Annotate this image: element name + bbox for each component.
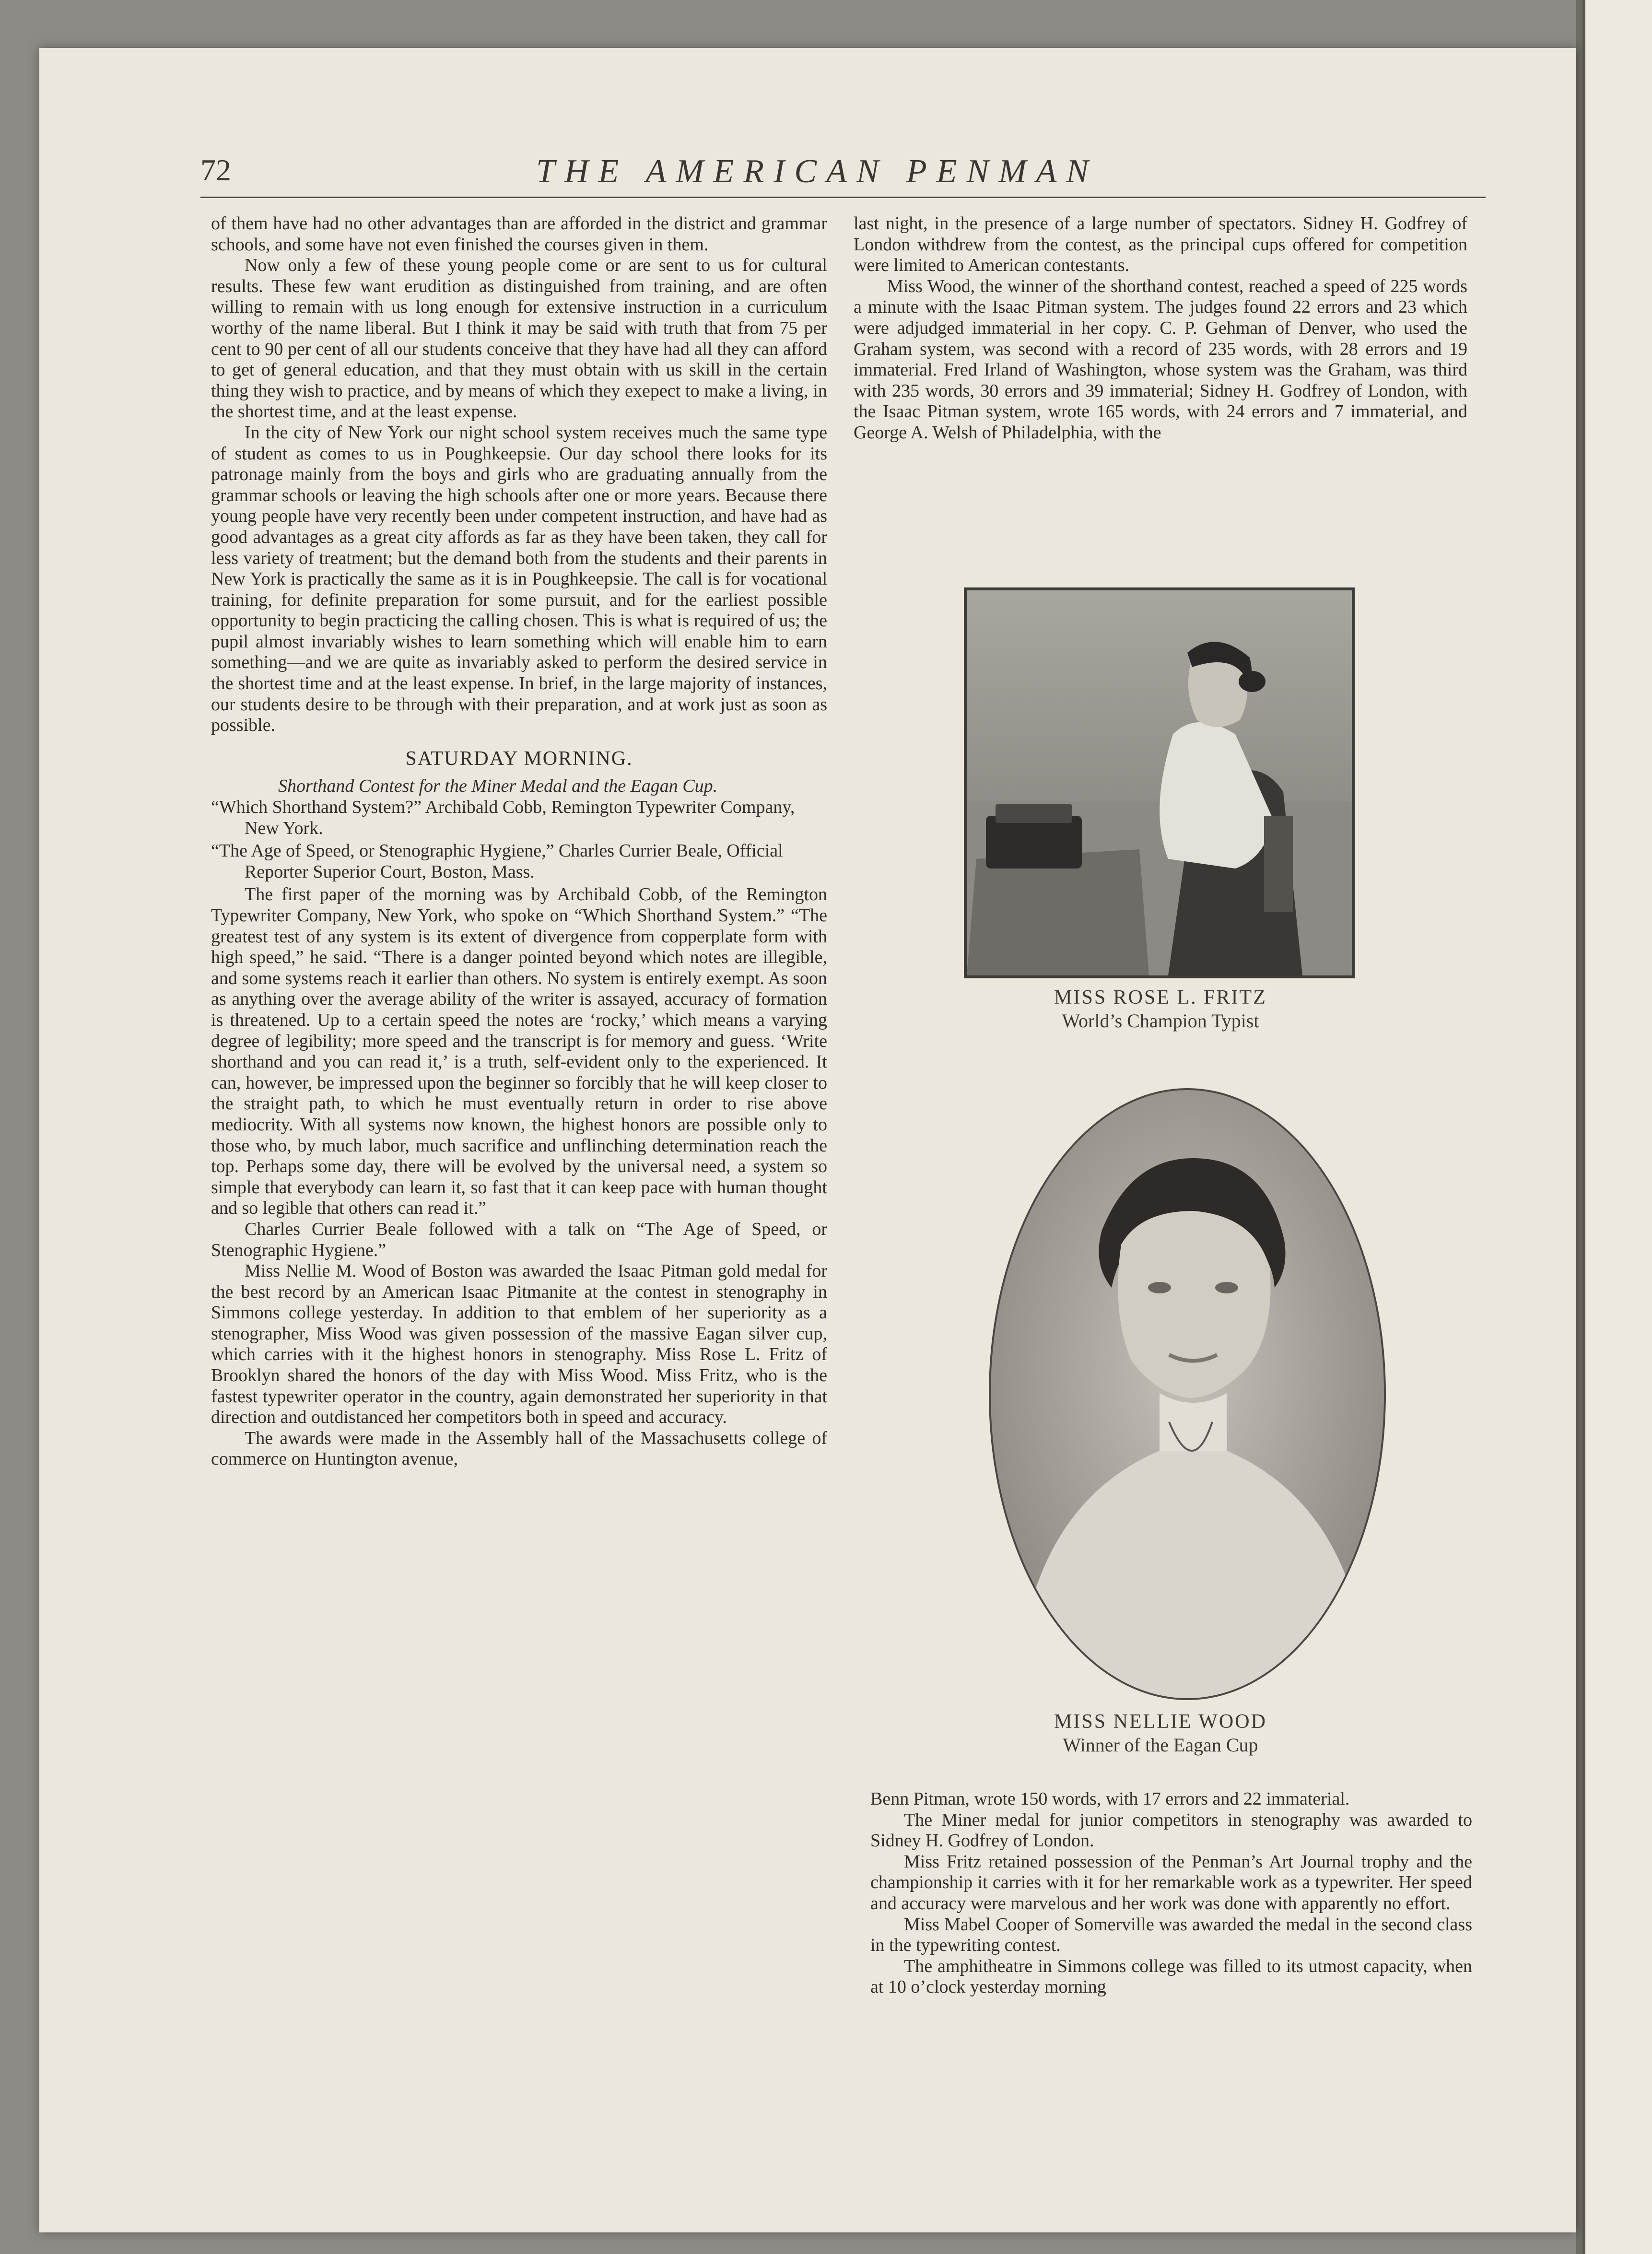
header-rule — [200, 197, 1486, 198]
paragraph: The first paper of the morning was by Archibald Cobb, of the Remington Typewriter Company, New York, who spoke on “Which Shorthand System.” “The greatest test of any system is its extent of divergence from copperplate form with high speed,” he said. “There is a danger pointed beyond which notes are illegible, and some systems reach it earlier than others. No system is entirely exempt. As soon as anything over the average ability of the writer is assayed, accuracy of formation is threatened. Up to a certain speed the notes are ‘rocky,’ which means a varying degree of legibility; more speed and the transcript is for memory and guess. ‘Write shorthand and you can read it,’ is a truth, self-evident only to the experienced. It can, however, be impressed upon the beginner so forcibly that he will keep closer to the straight path, to which he must eventually return in order to rise above mediocrity. With all systems now known, the highest honors are possible only to those who, by much labor, much sacrifice and unflinching determination reach the top. Perhaps some day, there will be evolved by the universal need, a system so simple that everybody can learn it, so fast that it can keep pace with human thought and so legible that others can read it.” — [211, 884, 827, 1219]
paragraph: In the city of New York our night school system receives much the same type of student as comes to us in Poughkeepsie. Our day school there looks for its patronage mainly from the boys and girls who are graduating annually from the grammar schools or leaving the high schools after one or more years. Because there young people have very recently been under competent instruction, and have had as good advantages as a great city affords as far as they have been taken, they call for less variety of treatment; but the demand both from the students and their parents in New York is practically the same as it is in Poughkeepsie. The call is for vocational training, for definite preparation for some pursuit, and for the earliest possible opportunity to begin practicing the calling chosen. This is what is required of us; the pupil almost invariably wishes to learn something which will enable him to earn something—and we are quite as invariably asked to perform the desired service in the shortest time and at the least expense. In brief, in the large majority of instances, our students desire to be through with their preparation, and at work just as soon as possible. — [211, 422, 827, 736]
paragraph: Miss Wood, the winner of the shorthand contest, reached a speed of 225 words a minute with the Isaac Pitman system. The judges found 22 errors and 23 which were adjudged immaterial in her copy. C. P. Gehman of Denver, who used the Graham system, was second with a record of 235 words, with 28 errors and 19 immaterial. Fred Irland of Washington, whose system was the Graham, was third with 235 words, 30 errors and 39 immaterial; Sidney H. Godfrey of London, with the Isaac Pitman system, wrote 165 words, with 24 errors and 7 immaterial, and George A. Welsh of Philadelphia, with the — [854, 276, 1467, 443]
journal-title: THE AMERICAN PENMAN — [536, 153, 1098, 190]
paragraph: Miss Nellie M. Wood of Boston was awarded the Isaac Pitman gold medal for the best record by an American Isaac Pitmanite at the contest in stenography in Simmons college yesterday. In addition to that emblem of her superiority as a stenographer, Miss Wood was given possession of the massive Eagan silver cup, which carries with it the highest honors in stenography. Miss Rose L. Fritz of Brooklyn shared the honors of the day with Miss Wood. Miss Fritz, who is the fastest typewriter operator in the country, again demonstrated her superiority in that direction and outdistanced her competitors both in speed and accuracy. — [211, 1261, 827, 1428]
paragraph: of them have had no other advantages than are afforded in the district and grammar schools, and some have not even finished the courses given in them. — [211, 213, 827, 255]
paragraph: The amphitheatre in Simmons college was filled to its utmost capacity, when at 10 o’clock yesterday morning — [870, 1956, 1472, 1997]
paragraph: last night, in the presence of a large number of spectators. Sidney H. Godfrey of London withdrew from the contest, as the principal cups offered for competition were limited to American contestants. — [854, 213, 1467, 276]
paragraph: Charles Currier Beale followed with a talk on “The Age of Speed, or Stenographic Hygiene.” — [211, 1219, 827, 1260]
right-column-bottom — [870, 1789, 1472, 1998]
running-head — [200, 153, 1418, 210]
left-column — [211, 213, 827, 1470]
facing-page-edge — [1582, 0, 1652, 2254]
photo-nellie-wood — [987, 1086, 1388, 1702]
page-number: 72 — [200, 153, 231, 187]
caption-description: World’s Champion Typist — [1062, 1010, 1259, 1032]
photo-rose-fritz — [964, 587, 1355, 978]
photo2-caption — [940, 1710, 1381, 1757]
program-item: “The Age of Speed, or Stenographic Hygiene,” Charles Currier Beale, Official Reporter Superior Court, Boston, Mass. — [211, 841, 783, 882]
paragraph: The awards were made in the Assembly hall of the Massachusetts college of commerce on Huntington avenue, — [211, 1428, 827, 1469]
program-item: “Which Shorthand System?” Archibald Cobb, Remington Typewriter Company, New York. — [211, 797, 795, 838]
caption-name: MISS ROSE L. FRITZ — [1054, 986, 1267, 1009]
paragraph: Miss Mabel Cooper of Somerville was awarded the medal in the second class in the typewriting contest. — [870, 1914, 1472, 1956]
caption-name: MISS NELLIE WOOD — [1054, 1711, 1267, 1733]
section-heading: SATURDAY MORNING. — [405, 747, 633, 770]
paragraph: Miss Fritz retained possession of the Penman’s Art Journal trophy and the championship it carries with it for her remarkable work as a typewriter. Her speed and accuracy were marvelous and her work was done with apparently no effort. — [870, 1851, 1472, 1914]
paragraph: Benn Pitman, wrote 150 words, with 17 errors and 22 immaterial. — [870, 1789, 1350, 1809]
photo1-caption — [940, 986, 1381, 1033]
paragraph: The Miner medal for junior competitors in stenography was awarded to Sidney H. Godfrey of London. — [870, 1809, 1472, 1851]
binding-gap — [1576, 0, 1582, 2254]
caption-description: Winner of the Eagan Cup — [1063, 1734, 1258, 1756]
paragraph: Now only a few of these young people come or are sent to us for cultural results. These few want erudition as distinguished from training, and are often willing to remain with us long enough for extensive instruction in a curriculum worthy of the name liberal. But I think it may be said with truth that from 75 per cent to 90 per cent of all our students conceive that they have had all they can afford to get of general education, and that they must obtain with us skill in the certain thing they wish to practice, and by means of which they exepect to make a living, in the shortest time, and at the least expense. — [211, 255, 827, 422]
subheading: Shorthand Contest for the Miner Medal and the Eagan Cup. — [278, 776, 718, 797]
right-column-top — [854, 213, 1467, 444]
